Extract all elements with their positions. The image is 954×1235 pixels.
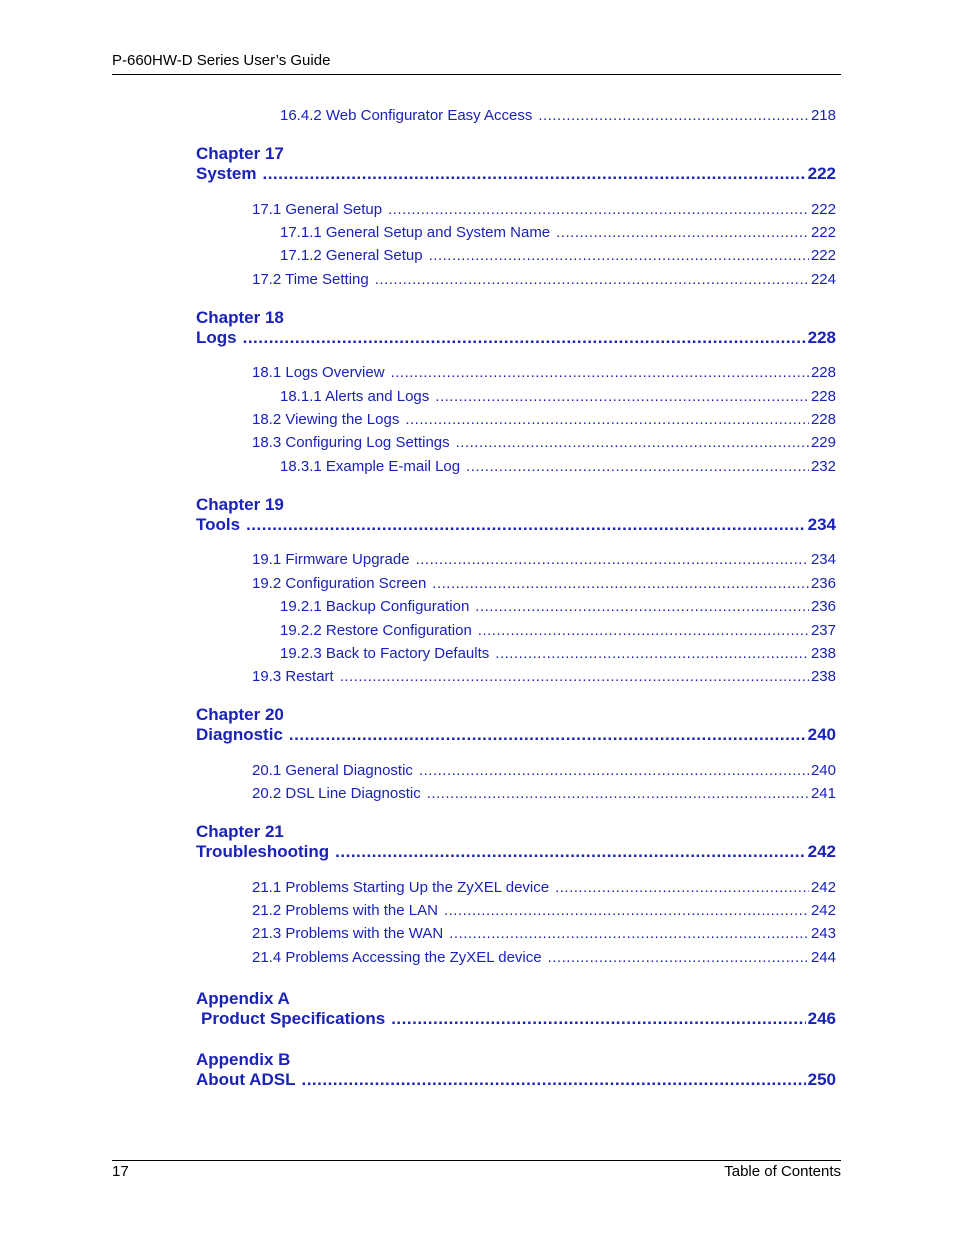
- guide-title: P-660HW-D Series User’s Guide: [112, 52, 331, 69]
- chapter-label-19: Chapter 19: [196, 495, 284, 514]
- appendix-label-a: Appendix A: [196, 989, 290, 1008]
- chapter-label-18: Chapter 18: [196, 308, 284, 327]
- toc-entry-20-2[interactable]: 20.2 DSL Line Diagnostic ..... 241: [252, 785, 836, 802]
- toc-entry-19-2-3[interactable]: 19.2.3 Back to Factory Defaults ..... 238: [280, 645, 836, 662]
- toc-entry-21-3[interactable]: 21.3 Problems with the WAN ..... 243: [252, 925, 836, 942]
- section-title: Table of Contents: [724, 1163, 841, 1180]
- toc-entry-21-1[interactable]: 21.1 Problems Starting Up the ZyXEL device ..... 242: [252, 879, 836, 896]
- appendix-title-product-specifications[interactable]: Product Specifications ..... 246: [201, 1009, 836, 1029]
- toc-entry-18-3-1[interactable]: 18.3.1 Example E-mail Log ..... 232: [280, 458, 836, 475]
- toc-entry-17-2[interactable]: 17.2 Time Setting ..... 224: [252, 271, 836, 288]
- toc-entry-16-4-2[interactable]: 16.4.2 Web Configurator Easy Access ..... 218: [280, 107, 836, 124]
- toc-entry-19-1[interactable]: 19.1 Firmware Upgrade ..... 234: [252, 551, 836, 568]
- toc-entry-18-1[interactable]: 18.1 Logs Overview ..... 228: [252, 364, 836, 381]
- chapter-label-17: Chapter 17: [196, 144, 284, 163]
- toc-entry-18-2[interactable]: 18.2 Viewing the Logs ..... 228: [252, 411, 836, 428]
- page-header: [112, 51, 841, 75]
- chapter-label-20: Chapter 20: [196, 705, 284, 724]
- page-number: 17: [112, 1163, 129, 1180]
- toc-entry-18-1-1[interactable]: 18.1.1 Alerts and Logs ..... 228: [280, 388, 836, 405]
- toc-entry-17-1-1[interactable]: 17.1.1 General Setup and System Name ..... 222: [280, 224, 836, 241]
- chapter-title-logs[interactable]: Logs ..... 228: [196, 328, 836, 348]
- page-footer: [112, 1160, 841, 1183]
- toc-entry-20-1[interactable]: 20.1 General Diagnostic ..... 240: [252, 762, 836, 779]
- chapter-title-tools[interactable]: Tools ..... 234: [196, 515, 836, 535]
- chapter-title-troubleshooting[interactable]: Troubleshooting ..... 242: [196, 842, 836, 862]
- toc-entry-17-1[interactable]: 17.1 General Setup ..... 222: [252, 201, 836, 218]
- chapter-title-diagnostic[interactable]: Diagnostic ..... 240: [196, 725, 836, 745]
- toc-entry-18-3[interactable]: 18.3 Configuring Log Settings ..... 229: [252, 434, 836, 451]
- chapter-label-21: Chapter 21: [196, 822, 284, 841]
- toc-entry-19-2-2[interactable]: 19.2.2 Restore Configuration ..... 237: [280, 622, 836, 639]
- appendix-label-b: Appendix B: [196, 1050, 291, 1069]
- toc-entry-21-4[interactable]: 21.4 Problems Accessing the ZyXEL device ..... 244: [252, 949, 836, 966]
- chapter-title-system[interactable]: System ..... 222: [196, 164, 836, 184]
- toc-entry-19-3[interactable]: 19.3 Restart ..... 238: [252, 668, 836, 685]
- toc-entry-19-2[interactable]: 19.2 Configuration Screen ..... 236: [252, 575, 836, 592]
- appendix-title-about-adsl[interactable]: About ADSL ..... 250: [196, 1070, 836, 1090]
- toc-entry-17-1-2[interactable]: 17.1.2 General Setup ..... 222: [280, 247, 836, 264]
- toc-entry-21-2[interactable]: 21.2 Problems with the LAN ..... 242: [252, 902, 836, 919]
- toc-entry-19-2-1[interactable]: 19.2.1 Backup Configuration ..... 236: [280, 598, 836, 615]
